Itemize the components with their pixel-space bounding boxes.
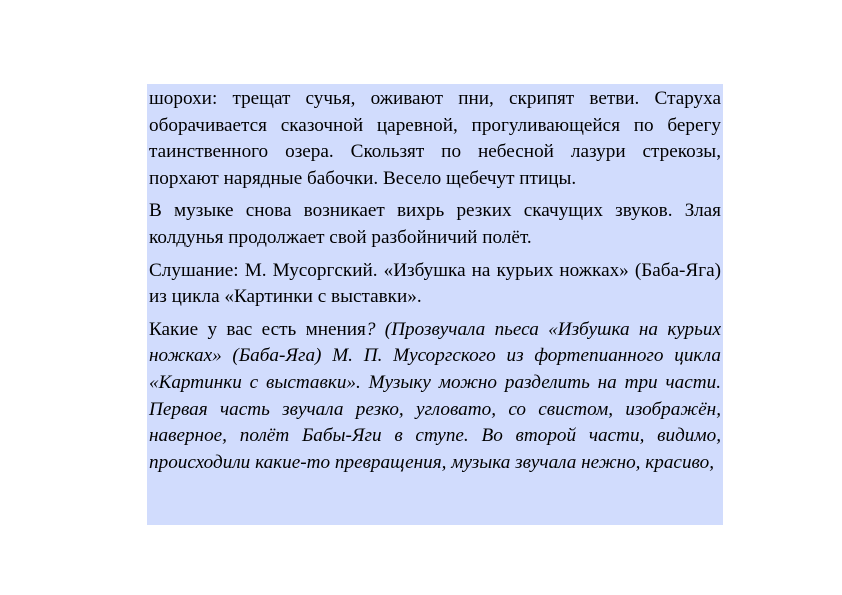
- paragraph-3: Слушание: М. Мусоргский. «Избушка на курьих ножках» (Баба-Яга) из цикла «Картинки с выставки».: [149, 259, 721, 308]
- paragraph-1: шорохи: трещат сучья, оживают пни, скрипят ветви. Старуха оборачивается сказочной царевной, прогуливающейся по берегу таинственного озера. Скользят по небесной лазури стрекозы, порхают нарядные бабочки. Весело щебечут птицы.: [149, 88, 721, 189]
- paragraph-4: [149, 317, 721, 477]
- highlighted-text-block: [147, 84, 723, 525]
- paragraph-2: В музыке снова возникает вихрь резких скачущих звуков. Злая колдунья продолжает свой разбойничий полёт.: [149, 200, 721, 248]
- paragraph-4-italic-text: ? (Прозвучала пьеса «Избушка на курьих ножках» (Баба-Яга) М. П. Мусоргского из фортепианного цикла «Картинки с выставки». Музыку можно разделить на три части. Первая часть звучала резко, угловато, со свистом, изображён, наверное, полёт Бабы-Яги в ступе. Во второй части, видимо, происходили какие-то превращения, музыка звучала нежно, красиво,: [149, 318, 721, 473]
- paragraph-4-plain-text: Какие у вас есть мнения: [149, 318, 366, 340]
